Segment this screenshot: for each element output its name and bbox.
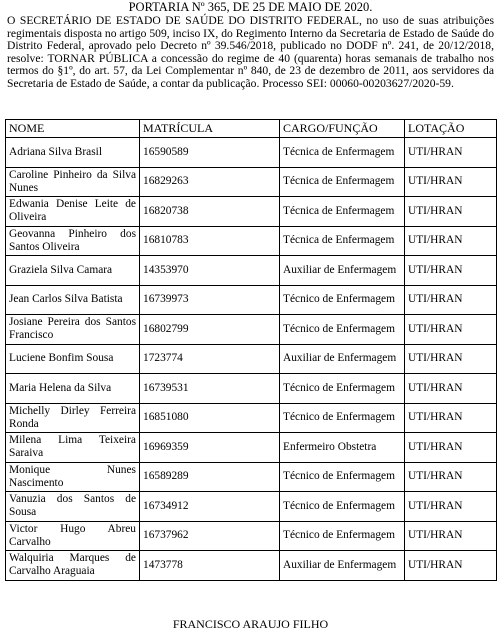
- header-cargo: CARGO/FUNÇÃO: [280, 120, 405, 138]
- cell-matricula: 16829263: [140, 167, 280, 197]
- cell-nome: Walquiria Marques de Carvalho Araguaia: [6, 551, 140, 581]
- cell-cargo: Técnica de Enfermagem: [280, 138, 405, 168]
- cell-matricula: 16820738: [140, 197, 280, 227]
- cell-nome: Milena Lima Teixeira Saraiva: [6, 433, 140, 463]
- table-row: [6, 403, 497, 433]
- cell-cargo: Técnica de Enfermagem: [280, 197, 405, 227]
- cell-matricula: 16737962: [140, 521, 280, 551]
- document-page: [5, 0, 496, 640]
- cell-nome: Caroline Pinheiro da Silva Nunes: [6, 167, 140, 197]
- cell-matricula: 1473778: [140, 551, 280, 581]
- cell-nome: Michelly Dirley Ferreira Ronda: [6, 403, 140, 433]
- cell-nome: Graziela Silva Camara: [6, 256, 140, 286]
- table-row: [6, 521, 497, 551]
- cell-matricula: 16810783: [140, 226, 280, 256]
- cell-matricula: 16851080: [140, 403, 280, 433]
- cell-cargo: Técnico de Enfermagem: [280, 492, 405, 522]
- cell-cargo: Técnico de Enfermagem: [280, 403, 405, 433]
- cell-lotacao: UTI/HRAN: [405, 462, 497, 492]
- cell-cargo: Técnica de Enfermagem: [280, 226, 405, 256]
- cell-matricula: 16739973: [140, 285, 280, 315]
- table-row: [6, 462, 497, 492]
- table-row: [6, 433, 497, 463]
- table-row: [6, 492, 497, 522]
- table-row: [6, 226, 497, 256]
- signature: FRANCISCO ARAUJO FILHO: [172, 617, 329, 631]
- cell-cargo: Técnico de Enfermagem: [280, 315, 405, 345]
- table-row: [6, 138, 497, 168]
- table-row: [6, 315, 497, 345]
- cell-nome: Luciene Bonfim Sousa: [6, 344, 140, 374]
- cell-cargo: Técnica de Enfermagem: [280, 167, 405, 197]
- cell-lotacao: UTI/HRAN: [405, 226, 497, 256]
- cell-lotacao: UTI/HRAN: [405, 344, 497, 374]
- cell-cargo: Técnico de Enfermagem: [280, 374, 405, 404]
- cell-matricula: 16969359: [140, 433, 280, 463]
- cell-nome: Maria Helena da Silva: [6, 374, 140, 404]
- cell-lotacao: UTI/HRAN: [405, 374, 497, 404]
- cell-matricula: 16802799: [140, 315, 280, 345]
- cell-lotacao: UTI/HRAN: [405, 197, 497, 227]
- cell-lotacao: UTI/HRAN: [405, 551, 497, 581]
- cell-cargo: Auxiliar de Enfermagem: [280, 551, 405, 581]
- cell-matricula: 1723774: [140, 344, 280, 374]
- cell-matricula: 16590589: [140, 138, 280, 168]
- cell-nome: Victor Hugo Abreu Carvalho: [6, 521, 140, 551]
- header-nome: NOME: [6, 120, 140, 138]
- cell-nome: Vanuzia dos Santos de Sousa: [6, 492, 140, 522]
- table-row: [6, 551, 497, 581]
- cell-lotacao: UTI/HRAN: [405, 315, 497, 345]
- cell-lotacao: UTI/HRAN: [405, 285, 497, 315]
- cell-cargo: Técnico de Enfermagem: [280, 462, 405, 492]
- cell-cargo: Auxiliar de Enfermagem: [280, 344, 405, 374]
- cell-cargo: Enfermeiro Obstetra: [280, 433, 405, 463]
- cell-matricula: 14353970: [140, 256, 280, 286]
- cell-nome: Edwania Denise Leite de Oliveira: [6, 197, 140, 227]
- cell-lotacao: UTI/HRAN: [405, 167, 497, 197]
- cell-matricula: 16589289: [140, 462, 280, 492]
- cell-nome: Adriana Silva Brasil: [6, 138, 140, 168]
- table-row: [6, 344, 497, 374]
- cell-lotacao: UTI/HRAN: [405, 521, 497, 551]
- cell-nome: Jean Carlos Silva Batista: [6, 285, 140, 315]
- cell-lotacao: UTI/HRAN: [405, 433, 497, 463]
- cell-nome: Monique Nunes Nascimento: [6, 462, 140, 492]
- cell-cargo: Auxiliar de Enfermagem: [280, 256, 405, 286]
- servers-table: [5, 119, 497, 581]
- header-matricula: MATRÍCULA: [140, 120, 280, 138]
- cell-matricula: 16739531: [140, 374, 280, 404]
- cell-lotacao: UTI/HRAN: [405, 492, 497, 522]
- cell-nome: Josiane Pereira dos Santos Francisco: [6, 315, 140, 345]
- cell-cargo: Técnico de Enfermagem: [280, 521, 405, 551]
- table-row: [6, 167, 497, 197]
- cell-cargo: Técnico de Enfermagem: [280, 285, 405, 315]
- cell-lotacao: UTI/HRAN: [405, 403, 497, 433]
- table-row: [6, 256, 497, 286]
- document-title: PORTARIA Nº 365, DE 25 DE MAIO DE 2020.: [128, 0, 373, 14]
- header-lotacao: LOTAÇÃO: [405, 120, 497, 138]
- cell-matricula: 16734912: [140, 492, 280, 522]
- table-row: [6, 197, 497, 227]
- table-row: [6, 374, 497, 404]
- document-body: O SECRETÁRIO DE ESTADO DE SAÚDE DO DISTRITO FEDERAL, no uso de suas atribuições regimentais disposta no artigo 509, inciso IX, do Regimento Interno da Secretaria de Estado de Saúde do Distrito Federal, aprovado pelo Decreto nº 39.546/2018, publicado no DODF nº. 241, de 20/12/2018, resolve: TORNAR PÚBLICA a concessão do regime de 40 (quarenta) horas semanais de trabalho nos termos do §1º, do art. 57, da Lei Complementar nº 840, de 23 de dezembro de 2011, aos servidores da Secretaria de Estado de Saúde, a contar da publicação. Processo SEI: 00060-00203627/2020-59.: [7, 14, 494, 90]
- cell-lotacao: UTI/HRAN: [405, 138, 497, 168]
- table-row: [6, 285, 497, 315]
- table-header-row: [6, 120, 497, 138]
- cell-lotacao: UTI/HRAN: [405, 256, 497, 286]
- cell-nome: Geovanna Pinheiro dos Santos Oliveira: [6, 226, 140, 256]
